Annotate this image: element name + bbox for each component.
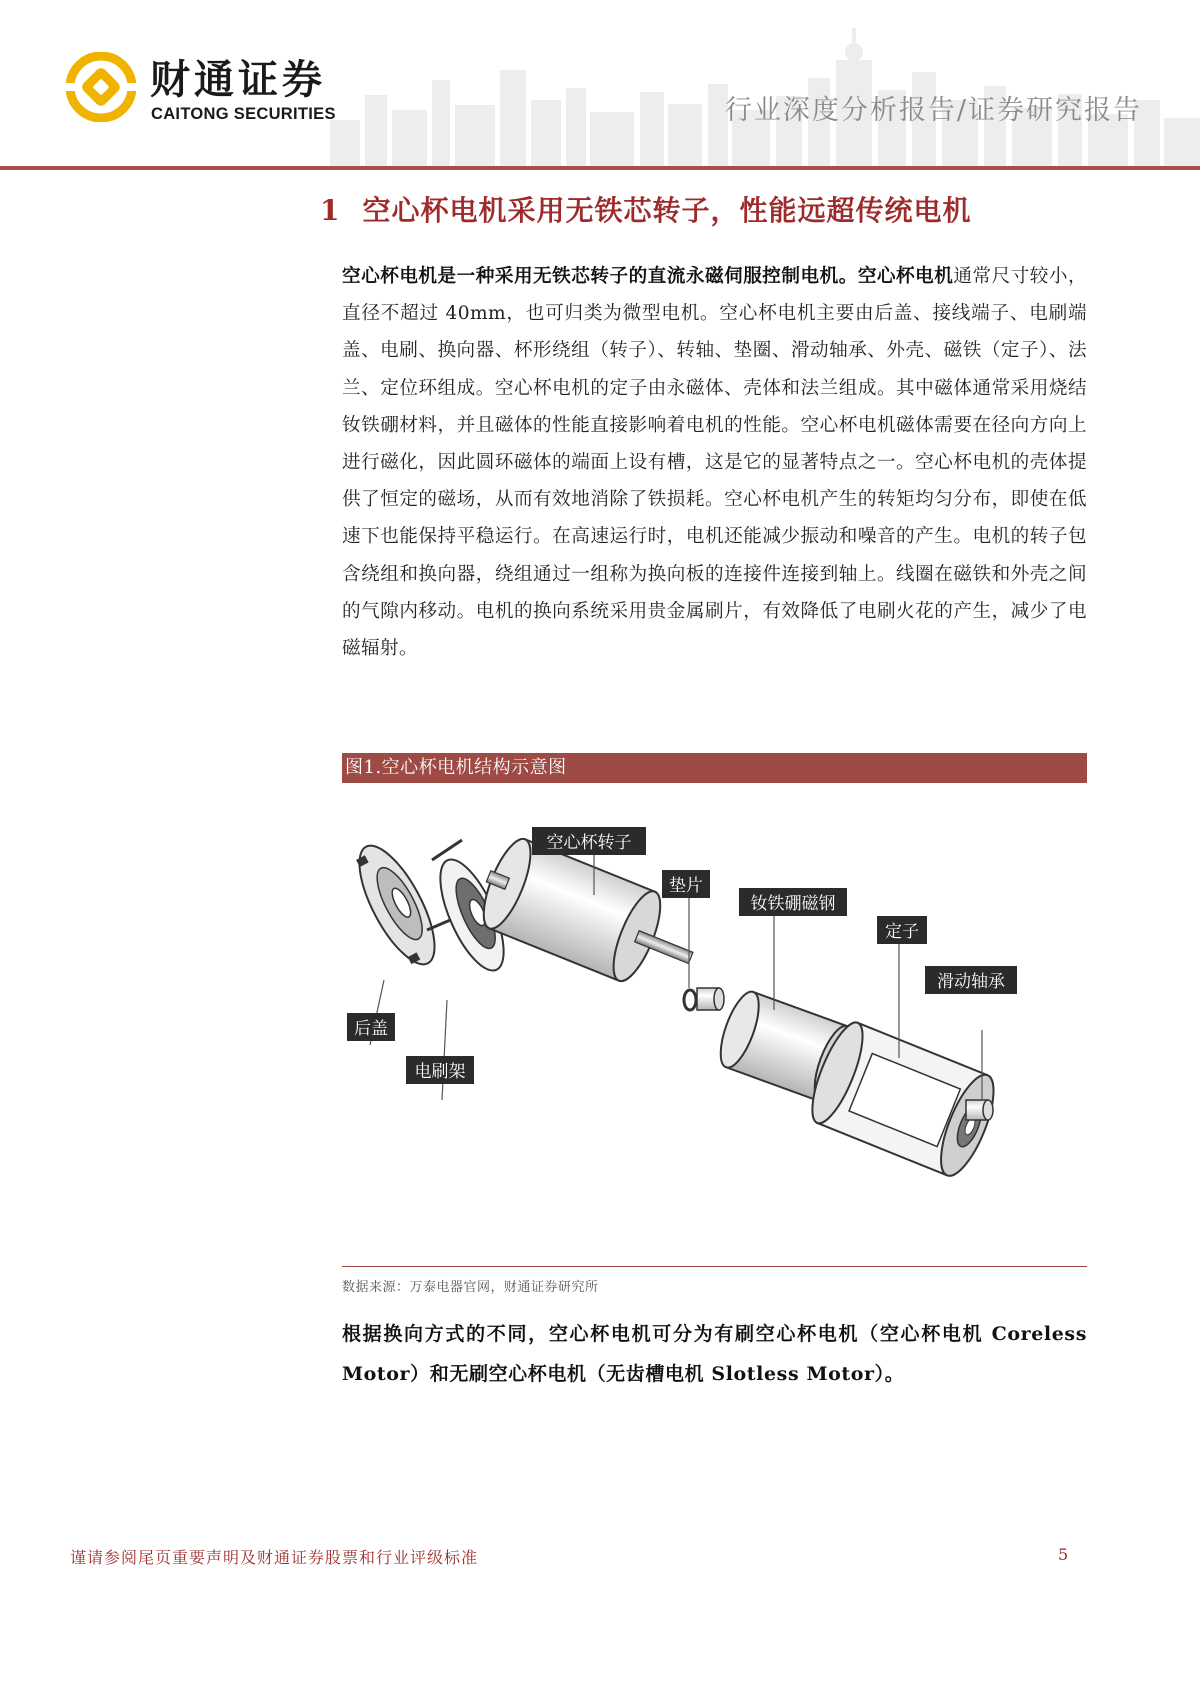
back-cover-part xyxy=(345,835,449,974)
conclusion-paragraph: 根据换向方式的不同，空心杯电机可分为有刷空心杯电机（空心杯电机 Coreless Motor）和无刷空心杯电机（无齿槽电机 Slotless Motor）。 xyxy=(342,1323,1087,1385)
body-paragraph xyxy=(342,258,1087,667)
svg-text:钕铁硼磁钢: 钕铁硼磁钢 xyxy=(750,894,836,914)
page-number: 5 xyxy=(1058,1545,1069,1564)
washer-part xyxy=(684,990,696,1010)
paragraph-lead: 空心杯电机是一种采用无铁芯转子的直流永磁伺服控制电机。空心杯电机 xyxy=(342,266,954,287)
report-type: 行业深度分析报告/证券研究报告 xyxy=(724,95,1142,126)
label-brush-holder xyxy=(406,1056,474,1084)
label-ndfeb-magnet xyxy=(739,888,847,916)
label-back-cover xyxy=(347,1013,395,1041)
paragraph-text: 通常尺寸较小，直径不超过 40mm，也可归类为微型电机。空心杯电机主要由后盖、接线端子、电刷端盖、电刷、换向器、杯形绕组（转子）、转轴、垫圈、滑动轴承、外壳、磁铁（定子）、法兰、定位环组成。空心杯电机的定子由永磁体、壳体和法兰组成。其中磁体通常采用烧结钕铁硼材料，并且磁体的性能直接影响着电机的性能。空心杯电机磁体需要在径向方向上进行磁化，因此圆环磁体的端面上设有槽，这是它的显著特点之一。空心杯电机的壳体提供了恒定的磁场，从而有效地消除了铁损耗。空心杯电机产生的转矩均匀分布，即使在低速下也能保持平稳运行。在高速运行时，电机还能减少振动和噪音的产生。电机的转子包含绕组和换向器，绕组通过一组称为换向板的连接件连接到轴上。线圈在磁铁和外壳之间的气隙内移动。电机的换向系统采用贵金属刷片，有效降低了电刷火花的产生，减少了电磁辐射。 xyxy=(342,266,1087,660)
page-header xyxy=(0,0,1200,170)
section-number: 1 xyxy=(320,194,341,227)
label-coreless-rotor xyxy=(532,827,646,855)
figure-source: 数据来源：万泰电器官网，财通证券研究所 xyxy=(342,1280,599,1295)
logo-english-name: CAITONG SECURITIES xyxy=(151,105,336,123)
footer-disclaimer: 谨请参阅尾页重要声明及财通证券股票和行业评级标准 xyxy=(70,1548,479,1567)
bushing-part xyxy=(697,988,724,1010)
label-washer xyxy=(662,870,710,898)
header-divider xyxy=(0,166,1200,170)
logo-chinese-name: 财通证券 xyxy=(150,57,326,103)
section-title xyxy=(320,189,972,229)
svg-text:滑动轴承: 滑动轴承 xyxy=(937,972,1005,992)
sliding-bearing-part xyxy=(966,1100,993,1120)
figure-source-divider xyxy=(342,1266,1087,1267)
label-stator xyxy=(877,916,927,944)
svg-text:后盖: 后盖 xyxy=(354,1019,388,1039)
svg-text:定子: 定子 xyxy=(885,922,919,942)
svg-text:电刷架: 电刷架 xyxy=(414,1062,466,1082)
figure-caption: 图1.空心杯电机结构示意图 xyxy=(342,753,1087,783)
label-sliding-bearing xyxy=(925,966,1017,994)
motor-structure-diagram xyxy=(342,800,1087,1255)
section-heading: 空心杯电机采用无铁芯转子，性能远超传统电机 xyxy=(362,194,972,227)
svg-text:空心杯转子: 空心杯转子 xyxy=(546,833,632,853)
svg-text:垫片: 垫片 xyxy=(669,876,703,896)
coreless-rotor-part xyxy=(471,832,709,1003)
caitong-logo-icon xyxy=(66,52,136,122)
